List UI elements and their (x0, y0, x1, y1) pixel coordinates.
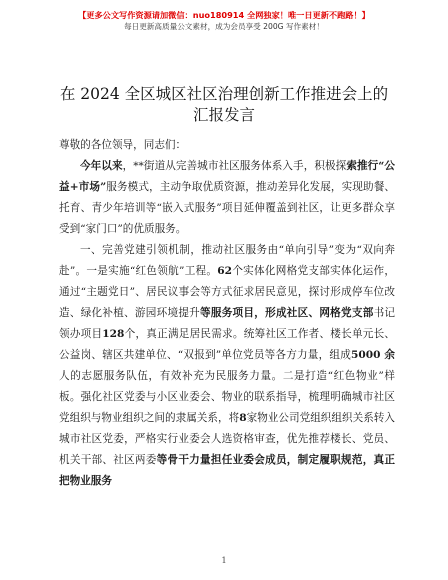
title-line-2: 汇报发言 (192, 106, 255, 124)
para2-num-2: 128 (102, 328, 125, 340)
para2-num-3: 5000 余 (351, 349, 395, 361)
para2-num-1: 62 (217, 265, 233, 277)
page-number: 1 (221, 556, 227, 565)
paragraph-1 (59, 156, 395, 240)
para2-text-1: 一、完善党建引领机制，推动社区服务由“单向引导”变为“双向奔赴”。一是实施“红色领航”工程。 (59, 244, 395, 277)
promo-banner-line1: 【更多公文写作资源请加微信：nuo180914 全网独家！唯一日更新不跑路！】 (78, 10, 370, 20)
document-title (30, 84, 418, 126)
paragraph-2 (59, 240, 395, 492)
para2-text-5: 人的志愿服务队伍，有效补充为民服务力量。二是打造“红色物业”样板。强化社区党委与小区业委会、物业的联系指导，梳理明确城市社区党组织与物业组织之间的隶属关系，将 (59, 370, 395, 424)
promo-banner-line2: 每日更新高质量公文素材，成为会员享受 200G 写作素材！ (124, 22, 324, 31)
title-line-1: 在 2024 全区城区社区治理创新工作推进会上的 (59, 85, 389, 103)
para1-text-1: ，**街道从完善城市社区服务体系入手，积极探 (122, 160, 347, 172)
para1-bold-1: 索推行“公益+市场” (59, 160, 396, 193)
para2-text-4: 个，真正满足居民需求。统筹社区工作者、楼长单元长、公益岗、辖区共建单位、“双报到”单位党员等各方力量，组成 (59, 328, 396, 361)
para2-bold-2: 等骨干力量担任业委会成员，制定履职规范，真正把物业服务 (59, 454, 396, 487)
para2-text-3: 书记领办项目 (59, 307, 396, 340)
para1-text-2: 服务模式，主动争取优质资源，推动差异化发展，实现助餐、托育、青少年培训等“嵌入式服务”项目延伸覆盖到社区，让更多群众享受到“家门口”的优质服务。 (59, 181, 395, 235)
para2-bold-1: 等服务项目，形成社区、网格党支部 (200, 307, 374, 319)
para2-text-2: 个实体化网格党支部实体化运作，通过“主题党日”、居民议事会等方式征求居民意见，探讨形成停车位改造、绿化补植、游园环境提升 (59, 265, 396, 319)
para2-text-6: 家物业公司党组织组织关系转入城市社区党委，严格实行业委会人选资格审查，优先推荐楼长、党员、机关干部、社区两委 (59, 412, 396, 466)
greeting: 尊敬的各位领导，同志们： (59, 139, 187, 151)
para1-lead: 今年以来 (80, 160, 123, 172)
para2-num-4: 8 (239, 412, 247, 424)
